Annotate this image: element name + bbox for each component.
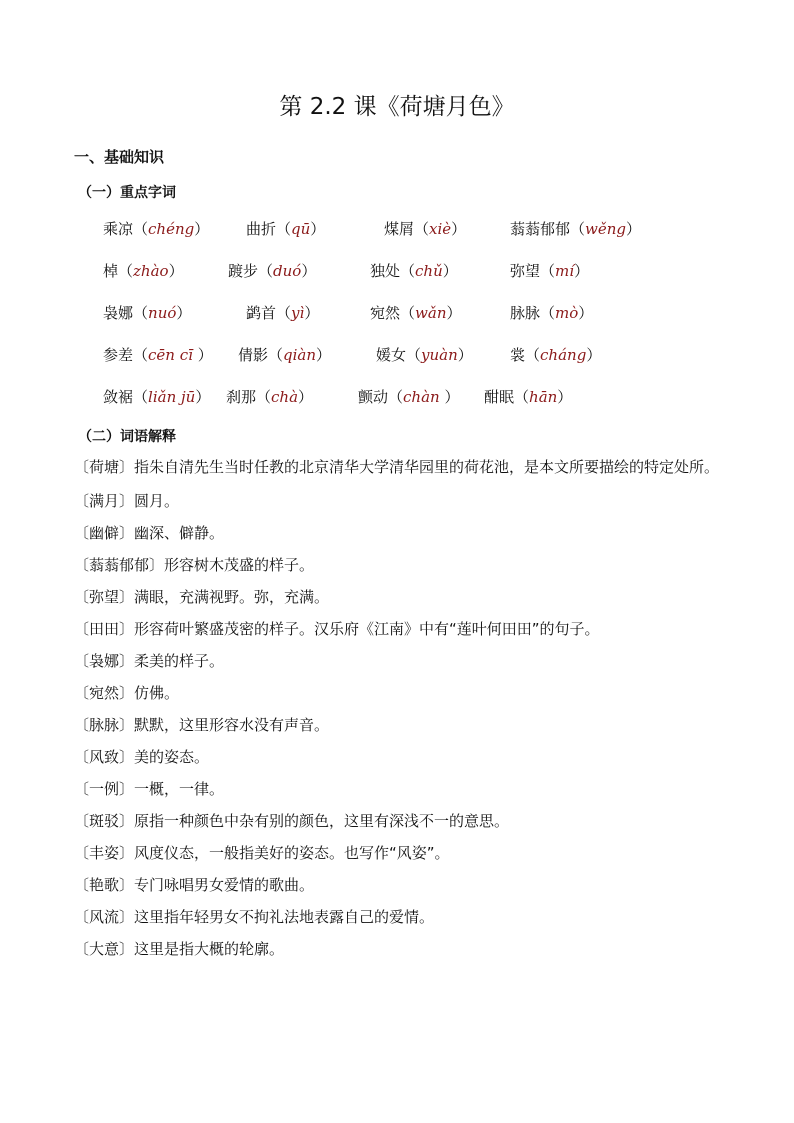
definition-item (74, 616, 734, 642)
vocab-item: 蓊蓊郁郁（wěng） (510, 220, 642, 238)
page-title: 第 2.2 课《荷塘月色》 (279, 94, 515, 120)
definition-item (74, 872, 734, 898)
vocab-pinyin: duó (273, 262, 302, 280)
vocab-pinyin: chàn (403, 388, 445, 406)
definition-item (74, 744, 734, 770)
definition-term: 〔风流〕 (74, 908, 135, 926)
vocab-pinyin: mí (555, 262, 575, 280)
definition-item (74, 584, 734, 610)
vocab-pinyin: xiè (429, 220, 452, 238)
definition-text: 圆月。 (134, 492, 180, 510)
definition-item (74, 712, 734, 738)
definition-term: 〔斑驳〕 (74, 812, 135, 830)
vocab-item: 参差（cēn cī ） (103, 346, 213, 364)
vocab-item: 袅娜（nuó） (103, 304, 192, 322)
definition-item (74, 936, 734, 962)
vocab-item: 弥望（mí） (510, 262, 590, 280)
vocab-item: 脉脉（mò） (510, 304, 594, 322)
vocab-item: 棹（zhào） (103, 262, 184, 280)
vocab-word: 颤动 (358, 388, 389, 406)
definition-term: 〔丰姿〕 (74, 844, 135, 862)
vocab-pinyin: chǔ (415, 262, 443, 280)
definition-text: 仿佛。 (134, 684, 180, 702)
definition-item (74, 776, 734, 802)
definition-list (74, 454, 734, 968)
vocab-item: 酣眠（hān） (484, 388, 573, 406)
vocab-pinyin: nuó (148, 304, 177, 322)
vocab-pinyin: yuàn (421, 346, 458, 364)
vocab-pinyin: qū (291, 220, 311, 238)
definition-text: 原指一种颜色中杂有别的颜色，这里有深浅不一的意思。 (134, 812, 510, 830)
vocab-word: 蓊蓊郁郁 (510, 220, 571, 238)
definition-text: 专门咏唱男女爱情的歌曲。 (134, 876, 315, 894)
vocab-item: 媛女（yuàn） (376, 346, 473, 364)
vocab-pinyin: cháng (540, 346, 587, 364)
definition-text: 风度仪态，一般指美好的姿态。也写作“风姿”。 (134, 844, 450, 862)
vocab-word: 袅娜 (103, 304, 134, 322)
subsection-heading-words: （一）重点字词 (78, 185, 176, 201)
vocab-word: 刹那 (226, 388, 257, 406)
vocab-item: 敛裾（liǎn jū） (103, 388, 211, 406)
definition-text: 柔美的样子。 (134, 652, 225, 670)
vocab-pinyin: wěng (585, 220, 627, 238)
definition-text: 一概，一律。 (134, 780, 225, 798)
vocab-pinyin: chéng (148, 220, 195, 238)
vocab-word: 媛女 (376, 346, 407, 364)
vocab-word: 乘凉 (103, 220, 134, 238)
vocab-pinyin: mò (555, 304, 579, 322)
definition-term: 〔艳歌〕 (74, 876, 135, 894)
definition-term: 〔一例〕 (74, 780, 135, 798)
vocab-item: 裳（cháng） (510, 346, 602, 364)
vocab-item: 煤屑（xiè） (384, 220, 467, 238)
definition-item (74, 680, 734, 706)
vocab-word: 脉脉 (510, 304, 541, 322)
definition-text: 指朱自清先生当时任教的北京清华大学清华园里的荷花池，是本文所要描绘的特定处所。 (134, 458, 720, 476)
definition-item (74, 552, 734, 578)
definition-term: 〔田田〕 (74, 620, 135, 638)
definition-item (74, 808, 734, 834)
vocab-item: 颤动（chàn ） (358, 388, 460, 406)
definition-text: 幽深、僻静。 (134, 524, 225, 542)
vocab-item: 踱步（duó） (228, 262, 317, 280)
definition-term: 〔幽僻〕 (74, 524, 135, 542)
definition-text: 满眼，充满视野。弥，充满。 (134, 588, 330, 606)
definition-term: 〔满月〕 (74, 492, 135, 510)
definition-term: 〔蓊蓊郁郁〕 (74, 556, 165, 574)
definition-item (74, 520, 734, 546)
definition-item (74, 904, 734, 930)
vocab-word: 倩影 (238, 346, 269, 364)
definition-text: 形容荷叶繁盛茂密的样子。汉乐府《江南》中有“莲叶何田田”的句子。 (134, 620, 600, 638)
definition-term: 〔宛然〕 (74, 684, 135, 702)
vocab-word: 裳 (510, 346, 526, 364)
vocab-word: 曲折 (246, 220, 277, 238)
vocab-item: 宛然（wǎn） (370, 304, 462, 322)
vocab-word: 弥望 (510, 262, 541, 280)
section-heading: 一、基础知识 (74, 148, 165, 166)
definition-text: 形容树木茂盛的样子。 (164, 556, 315, 574)
definition-item (74, 840, 734, 866)
definition-item (74, 454, 734, 480)
definition-text: 这里指年轻男女不拘礼法地表露自己的爱情。 (134, 908, 435, 926)
vocab-pinyin: zhào (133, 262, 169, 280)
vocab-pinyin: wǎn (415, 304, 447, 322)
definition-term: 〔脉脉〕 (74, 716, 135, 734)
vocab-pinyin: chà (271, 388, 299, 406)
vocab-item: 倩影（qiàn） (238, 346, 332, 364)
definition-term: 〔大意〕 (74, 940, 135, 958)
vocab-word: 参差 (103, 346, 134, 364)
vocab-pinyin: liǎn jū (148, 388, 196, 406)
vocab-pinyin: yì (291, 304, 305, 322)
vocab-item: 乘凉（chéng） (103, 220, 210, 238)
vocab-word: 敛裾 (103, 388, 134, 406)
vocab-word: 煤屑 (384, 220, 415, 238)
vocab-word: 踱步 (228, 262, 259, 280)
vocab-word: 鹢首 (246, 304, 277, 322)
vocab-pinyin: cēn cī (148, 346, 198, 364)
definition-text: 默默，这里形容水没有声音。 (134, 716, 330, 734)
vocab-item: 独处（chǔ） (370, 262, 458, 280)
vocab-word: 宛然 (370, 304, 401, 322)
definition-item (74, 488, 734, 514)
definition-text: 美的姿态。 (134, 748, 210, 766)
definition-term: 〔弥望〕 (74, 588, 135, 606)
definition-text: 这里是指大概的轮廓。 (134, 940, 285, 958)
vocab-word: 棹 (103, 262, 119, 280)
definition-term: 〔荷塘〕 (74, 458, 135, 476)
vocab-item: 鹢首（yì） (246, 304, 320, 322)
definition-term: 〔风致〕 (74, 748, 135, 766)
vocab-item: 曲折（qū） (246, 220, 326, 238)
vocab-word: 独处 (370, 262, 401, 280)
vocab-item: 刹那（chà） (226, 388, 314, 406)
definition-item (74, 648, 734, 674)
subsection-heading-definitions: （二）词语解释 (78, 429, 176, 445)
vocab-pinyin: hān (529, 388, 558, 406)
vocab-word: 酣眠 (484, 388, 515, 406)
definition-term: 〔袅娜〕 (74, 652, 135, 670)
vocab-pinyin: qiàn (283, 346, 317, 364)
